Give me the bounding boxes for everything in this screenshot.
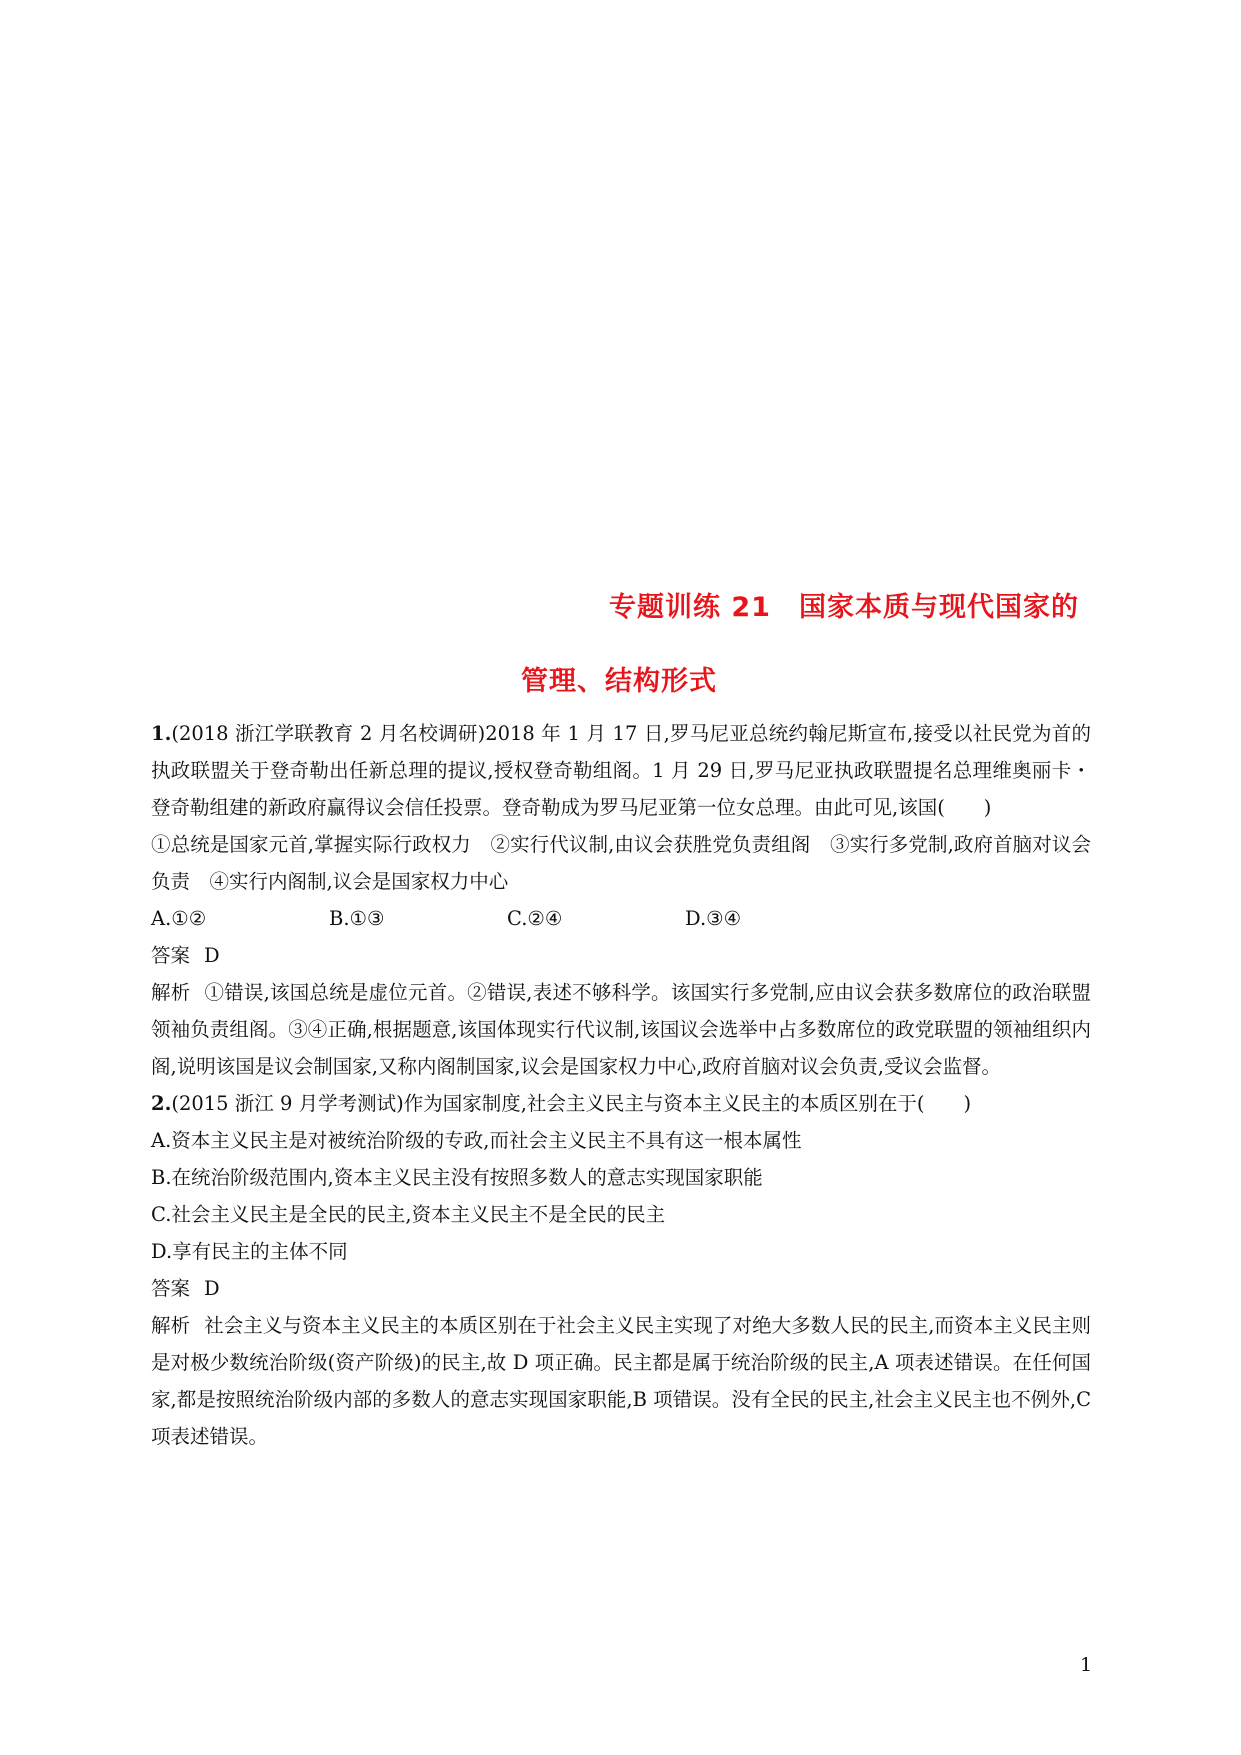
question-2-option-b: B.在统治阶级范围内,资本主义民主没有按照多数人的意志实现国家职能 [151, 1166, 763, 1189]
question-1-option-b: B.①③ [329, 907, 385, 930]
analysis-label: 解析 [151, 1314, 191, 1337]
analysis-label: 解析 [151, 981, 191, 1004]
question-content [151, 715, 1091, 1455]
question-2-text: (2015 浙江 9 月学考测试)作为国家制度,社会主义民主与资本主义民主的本质区别在于( ) [171, 1092, 972, 1115]
analysis-text: 社会主义与资本主义民主的本质区别在于社会主义民主实现了对绝大多数人民的民主,而资本主义民主则是对极少数统治阶级(资产阶级)的民主,故 D 项正确。民主都是属于统治阶级的民主,A 项表述错误。在任何国家,都是按照统治阶级内部的多数人的意志实现国家职能,B 项错误。没有全民的民主,社会主义民主也不例外,C 项表述错误。 [151, 1314, 1091, 1448]
question-1-answer [151, 937, 1091, 974]
question-1-text: (2018 浙江学联教育 2 月名校调研)2018 年 1 月 17 日,罗马尼亚总统约翰尼斯宣布,接受以社民党为首的执政联盟关于登奇勒出任新总理的提议,授权登奇勒组阁。1 月 29 日,罗马尼亚执政联盟提名总理维奥丽卡・登奇勒组建的新政府赢得议会信任投票。登奇勒成为罗马尼亚第一位女总理。由此可见,该国( ) [151, 722, 1091, 819]
answer-label: 答案 [151, 1277, 191, 1300]
page-title-line-2: 管理、结构形式 [521, 666, 717, 697]
question-2-option-d: D.享有民主的主体不同 [151, 1240, 348, 1263]
question-1-analysis [151, 974, 1091, 1085]
answer-value: D [204, 944, 220, 967]
analysis-text: ①错误,该国总统是虚位元首。②错误,表述不够科学。该国实行多党制,应由议会获多数席位的政治联盟领袖负责组阁。③④正确,根据题意,该国体现实行代议制,该国议会选举中占多数席位的政党联盟的领袖组织内阁,说明该国是议会制国家,又称内阁制国家,议会是国家权力中心,政府首脑对议会负责,受议会监督。 [151, 981, 1091, 1078]
question-1-option-d: D.③④ [685, 907, 742, 930]
question-2-number: 2. [151, 1092, 172, 1115]
question-2-analysis [151, 1307, 1091, 1455]
question-1-number: 1. [151, 722, 172, 745]
answer-label: 答案 [151, 944, 191, 967]
page-number: 1 [1080, 1654, 1093, 1676]
question-2-option-c: C.社会主义民主是全民的民主,资本主义民主不是全民的民主 [151, 1203, 666, 1226]
question-1-options [151, 900, 1091, 937]
question-2-stem [151, 1085, 1091, 1122]
question-1-statements: ①总统是国家元首,掌握实际行政权力 ②实行代议制,由议会获胜党负责组阁 ③实行多党制,政府首脑对议会负责 ④实行内阁制,议会是国家权力中心 [151, 833, 1091, 893]
answer-value: D [204, 1277, 220, 1300]
page-title-line-1: 专题训练 21 国家本质与现代国家的 [609, 592, 1079, 623]
question-1-stem [151, 715, 1091, 826]
question-1-option-c: C.②④ [507, 907, 563, 930]
question-2-option-a: A.资本主义民主是对被统治阶级的专政,而社会主义民主不具有这一根本属性 [151, 1129, 802, 1152]
question-1-option-a: A.①② [151, 907, 207, 930]
question-2-answer [151, 1270, 1091, 1307]
